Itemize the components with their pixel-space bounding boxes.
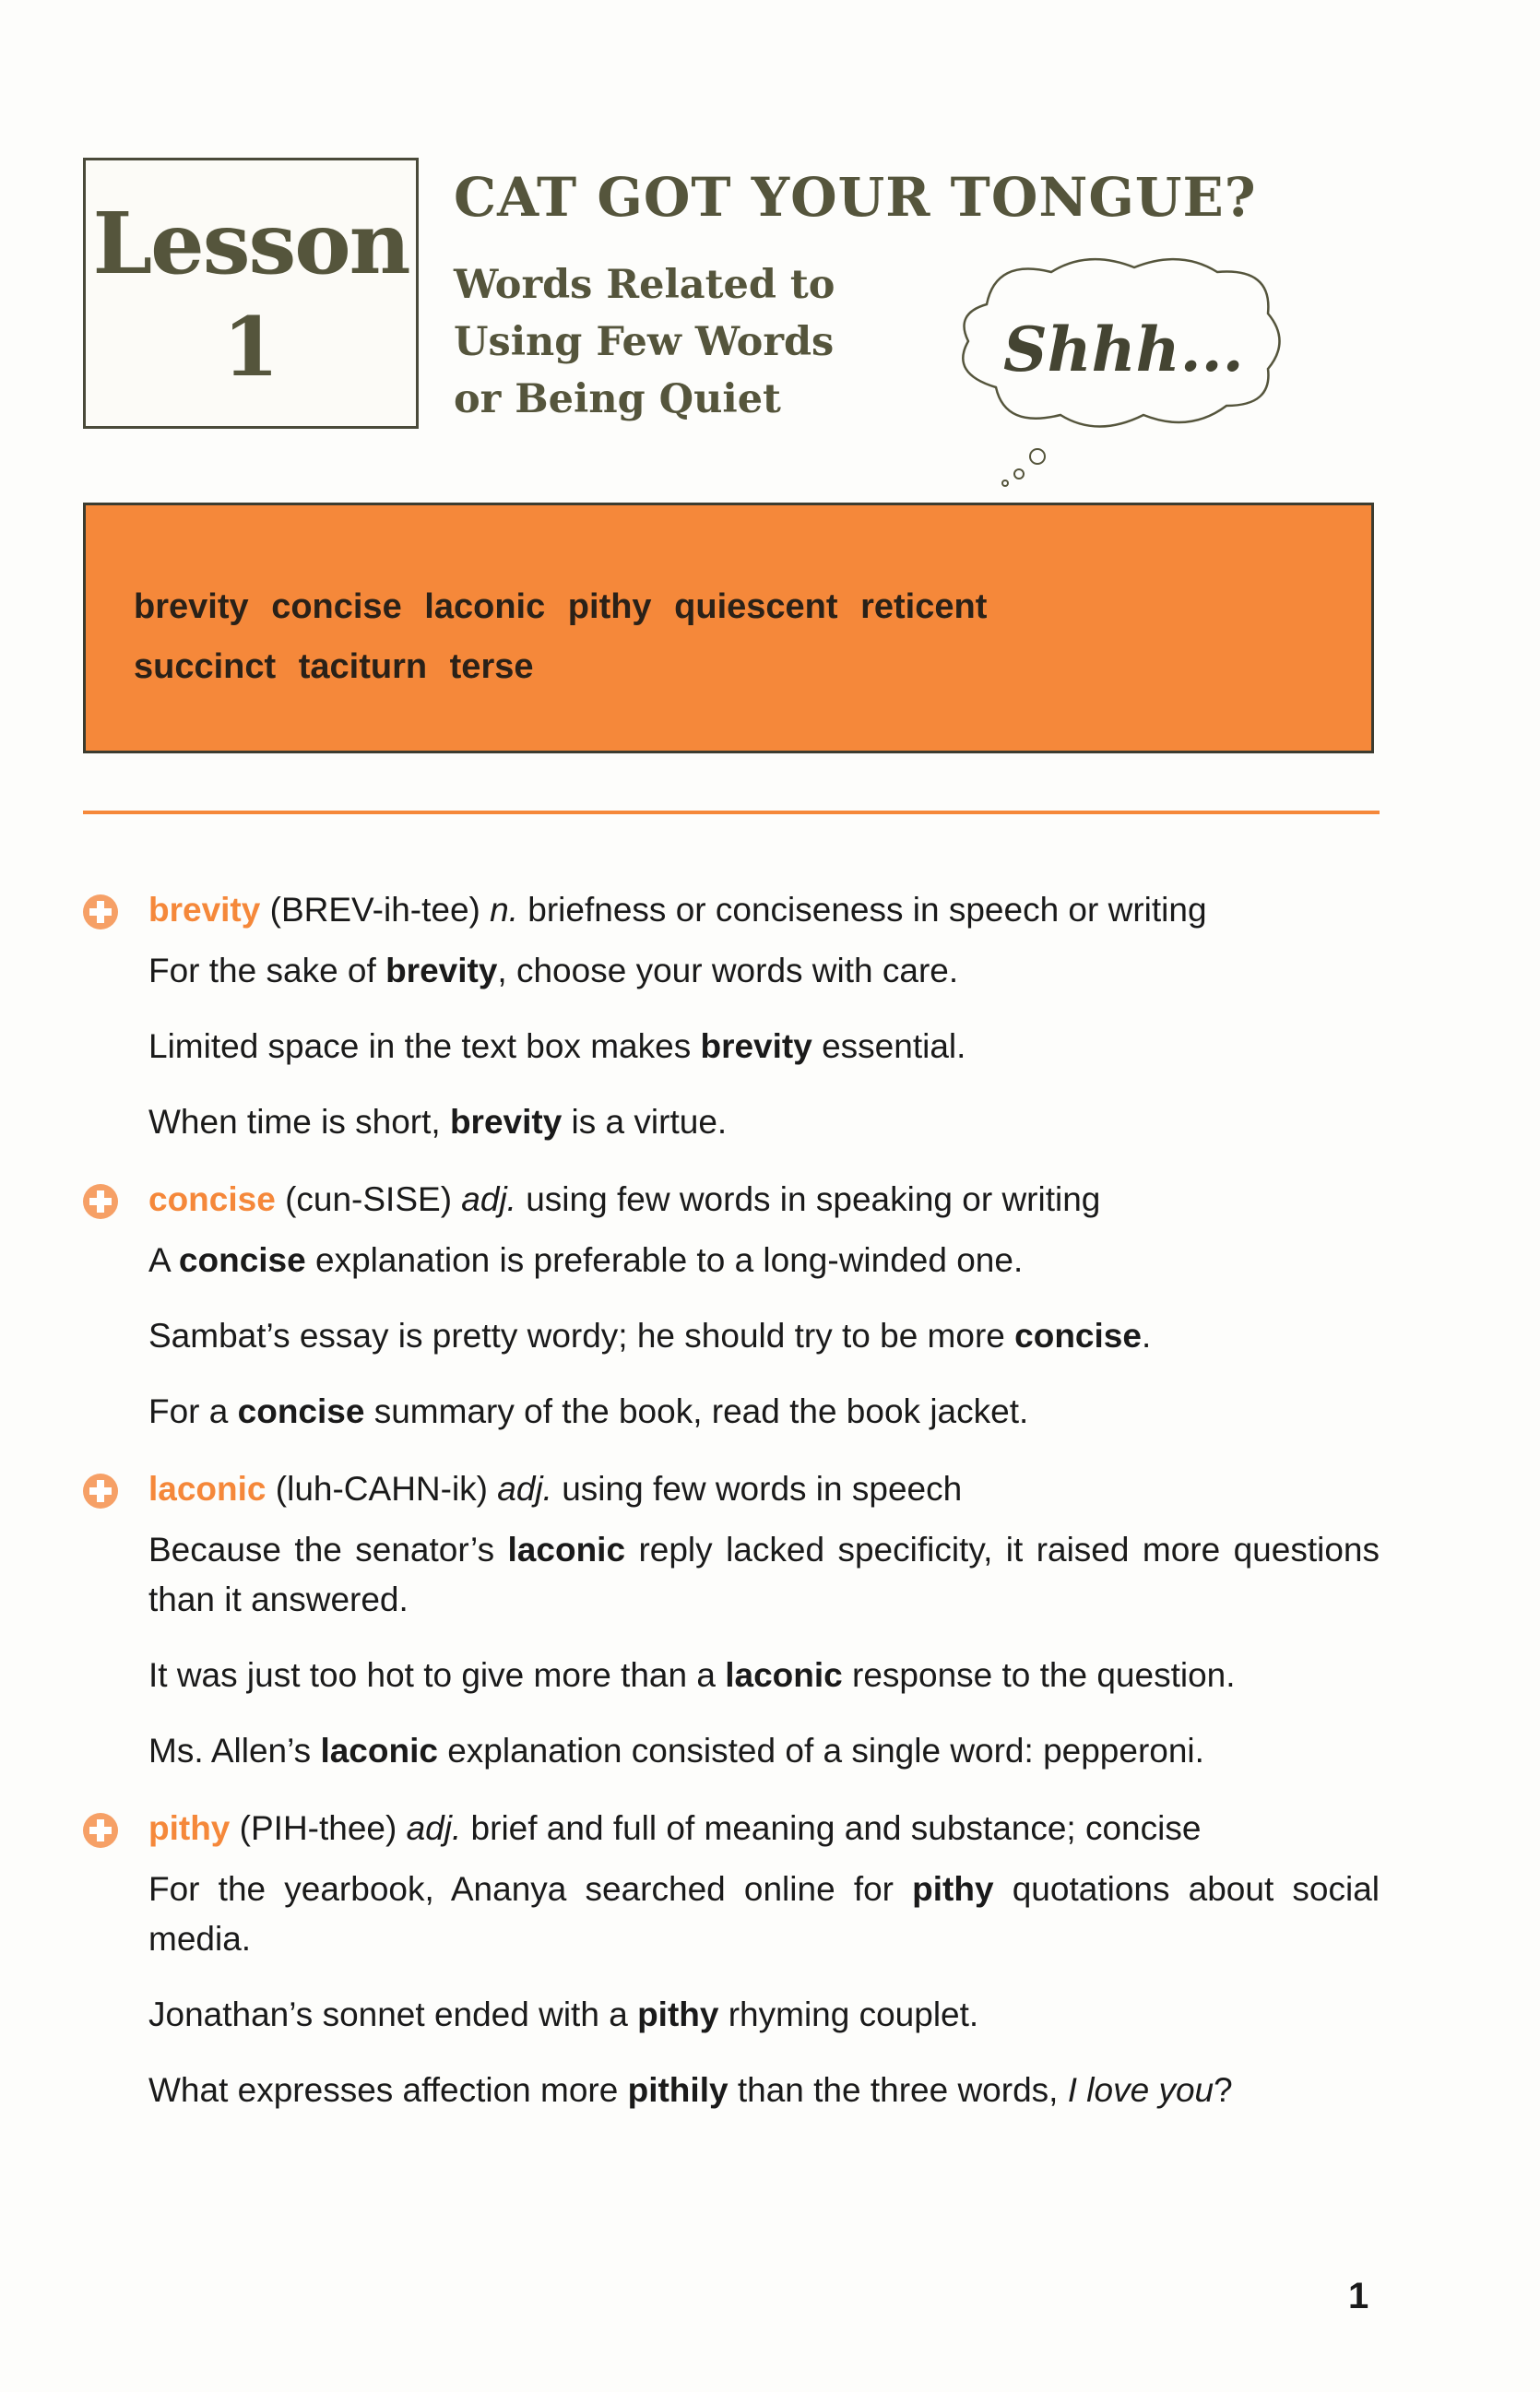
- entry-heading: [148, 1464, 1380, 1514]
- vocab-word: pithy: [567, 587, 652, 626]
- example-keyword: concise: [237, 1392, 365, 1430]
- example-text: , choose your words with care.: [497, 952, 959, 989]
- example-text: Sambat’s essay is pretty wordy; he should try to be more: [148, 1317, 1015, 1355]
- example-keyword: brevity: [449, 1103, 563, 1141]
- definition: using few words in speech: [562, 1470, 963, 1508]
- example-text: ?: [1214, 2071, 1233, 2109]
- entry-heading: [148, 1804, 1380, 1853]
- example-text: For the sake of: [148, 952, 386, 989]
- example-keyword: concise: [178, 1241, 306, 1279]
- headword: concise: [148, 1180, 276, 1218]
- example-sentence: [148, 1525, 1380, 1625]
- example-keyword: laconic: [320, 1732, 438, 1770]
- subtitle-line: Using Few Words: [454, 319, 835, 365]
- example-text: response to the question.: [842, 1656, 1236, 1694]
- part-of-speech: n.: [490, 891, 518, 929]
- example-text: For a: [148, 1392, 238, 1430]
- vocab-word: laconic: [424, 587, 546, 626]
- plus-bullet-icon: [83, 894, 118, 930]
- example-text: What expresses affection more: [148, 2071, 628, 2109]
- entry-heading: [148, 1175, 1380, 1225]
- subtitle-line: or Being Quiet: [454, 376, 781, 422]
- vocab-word: concise: [271, 587, 402, 626]
- plus-bullet-icon: [83, 1813, 118, 1848]
- vocab-word: reticent: [860, 587, 988, 626]
- page-title: CAT GOT YOUR TONGUE?: [454, 166, 1257, 229]
- example-keyword: laconic: [725, 1656, 843, 1694]
- example-text: For the yearbook, Ananya searched online for: [148, 1870, 913, 1908]
- example-sentence: [148, 1387, 1380, 1437]
- example-keyword: brevity: [385, 952, 498, 989]
- vocab-word: taciturn: [298, 647, 428, 686]
- example-text: Because the senator’s: [148, 1531, 508, 1569]
- plus-bullet-icon: [83, 1184, 118, 1219]
- pronunciation: (luh-CAHN-ik): [275, 1470, 489, 1508]
- example-keyword: concise: [1014, 1317, 1142, 1355]
- example-text: When time is short,: [148, 1103, 450, 1141]
- entry: [148, 1175, 1380, 1437]
- example-sentence: [148, 1990, 1380, 2040]
- vocab-word: quiescent: [674, 587, 838, 626]
- example-sentence: [148, 2066, 1380, 2115]
- example-text: quotations about social media.: [148, 1870, 1380, 1958]
- example-text: Limited space in the text box makes: [148, 1027, 701, 1065]
- entry-heading: [148, 885, 1380, 935]
- plus-bullet-icon: [83, 1474, 118, 1509]
- headword: brevity: [148, 891, 261, 929]
- example-sentence: [148, 1865, 1380, 1964]
- example-text: reply lacked specificity, it raised more questions than it answered.: [148, 1531, 1380, 1618]
- example-text: Jonathan’s sonnet ended with a: [148, 1995, 638, 2033]
- vocab-word: terse: [449, 647, 534, 686]
- example-sentence: [148, 1236, 1380, 1285]
- shhh-text: Shhh...: [1003, 314, 1244, 385]
- example-text: Ms. Allen’s: [148, 1732, 321, 1770]
- definition: using few words in speaking or writing: [526, 1180, 1101, 1218]
- example-text: rhyming couplet.: [718, 1995, 979, 2033]
- pronunciation: (BREV-ih-tee): [269, 891, 480, 929]
- part-of-speech: adj.: [497, 1470, 552, 1508]
- example-italic: I love you: [1067, 2071, 1214, 2109]
- lesson-number: 1: [222, 299, 279, 395]
- example-keyword: laconic: [507, 1531, 626, 1569]
- example-sentence: [148, 1022, 1380, 1072]
- example-sentence: [148, 946, 1380, 996]
- example-text: A: [148, 1241, 179, 1279]
- pronunciation: (cun-SISE): [285, 1180, 453, 1218]
- lesson-label: Lesson: [92, 194, 409, 293]
- entry: [148, 1804, 1380, 2115]
- example-keyword: pithy: [912, 1870, 994, 1908]
- definition: brief and full of meaning and substance; concise: [470, 1809, 1202, 1847]
- example-text: than the three words,: [728, 2071, 1068, 2109]
- example-sentence: [148, 1726, 1380, 1776]
- subtitle: [454, 256, 835, 428]
- example-text: summary of the book, read the book jacket.: [364, 1392, 1029, 1430]
- pronunciation: (PIH-thee): [239, 1809, 397, 1847]
- example-keyword: pithy: [637, 1995, 719, 2033]
- lesson-label-box: [83, 158, 419, 429]
- example-text: It was just too hot to give more than a: [148, 1656, 726, 1694]
- example-keyword: pithily: [627, 2071, 729, 2109]
- entry: [148, 1464, 1380, 1776]
- example-text: .: [1141, 1317, 1152, 1355]
- entry: [148, 885, 1380, 1147]
- part-of-speech: adj.: [406, 1809, 462, 1847]
- example-text: explanation consisted of a single word: pepperoni.: [437, 1732, 1204, 1770]
- headword: pithy: [148, 1809, 231, 1847]
- entries: [148, 885, 1380, 2141]
- vocab-word: succinct: [134, 647, 277, 686]
- example-text: essential.: [811, 1027, 966, 1065]
- vocabulary-box: [83, 503, 1374, 753]
- headword: laconic: [148, 1470, 267, 1508]
- example-text: is a virtue.: [562, 1103, 728, 1141]
- definition: briefness or conciseness in speech or writing: [527, 891, 1207, 929]
- vocabulary-list: [134, 577, 1148, 697]
- subtitle-line: Words Related to: [454, 262, 835, 308]
- page-number: 1: [1348, 2276, 1369, 2316]
- example-sentence: [148, 1311, 1380, 1361]
- example-sentence: [148, 1651, 1380, 1700]
- vocab-word: brevity: [134, 587, 249, 626]
- part-of-speech: adj.: [461, 1180, 516, 1218]
- example-keyword: brevity: [700, 1027, 812, 1065]
- divider: [83, 811, 1380, 814]
- example-text: explanation is preferable to a long-winded one.: [305, 1241, 1024, 1279]
- example-sentence: [148, 1097, 1380, 1147]
